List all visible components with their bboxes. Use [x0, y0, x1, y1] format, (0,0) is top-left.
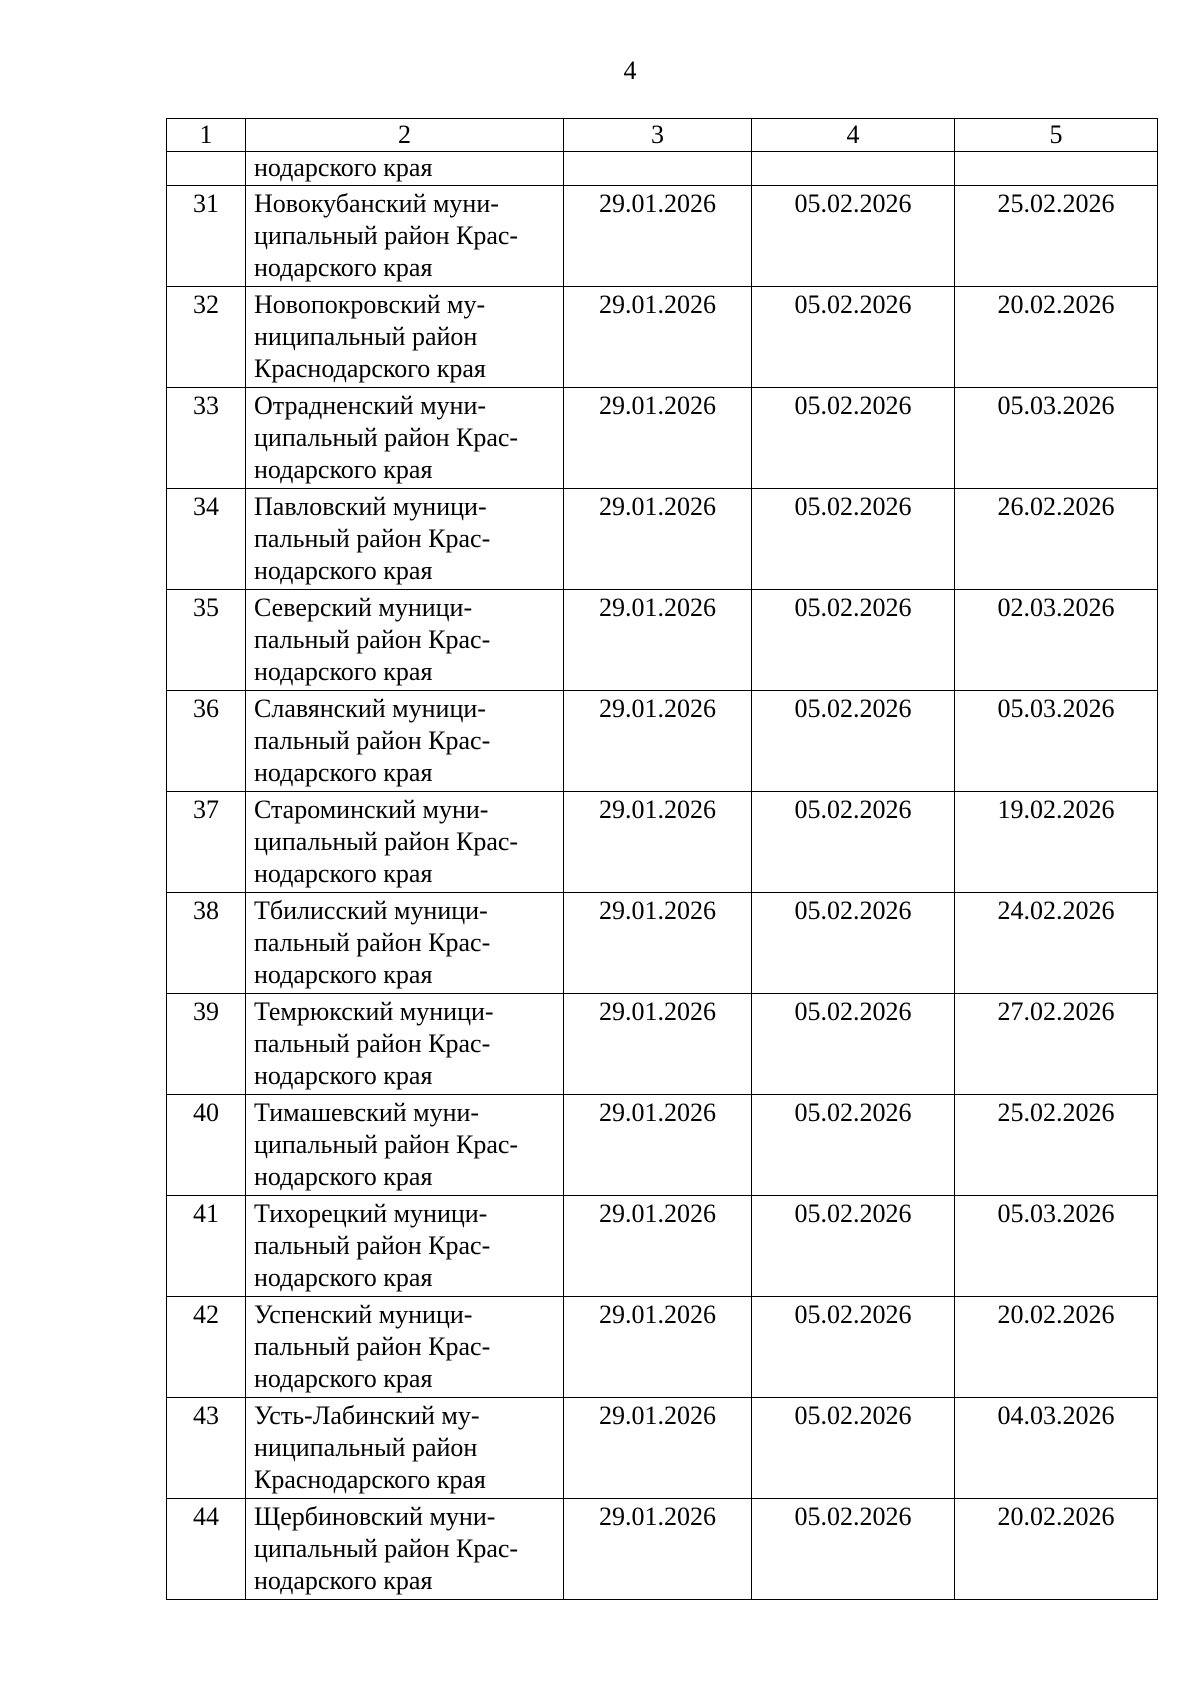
date-cell-d5: 19.02.2026 — [955, 792, 1158, 893]
district-name-cell — [246, 792, 564, 893]
district-name-line: нодарского края — [254, 1566, 433, 1595]
district-name-line: нодарского края — [254, 253, 433, 282]
date-cell-d3: 29.01.2026 — [564, 1398, 752, 1499]
date-cell-d4: 05.02.2026 — [752, 1095, 955, 1196]
date-cell-d3: 29.01.2026 — [564, 1196, 752, 1297]
date-cell-d4: 05.02.2026 — [752, 1297, 955, 1398]
row-number-cell: 41 — [167, 1196, 246, 1297]
district-name-line: Славянский муници- — [254, 694, 486, 723]
district-name-line: нодарского края — [254, 1263, 433, 1292]
row-number-cell: 39 — [167, 994, 246, 1095]
district-name-line: Успенский муници- — [254, 1300, 473, 1329]
column-header-2: 2 — [246, 119, 564, 152]
column-header-3: 3 — [564, 119, 752, 152]
date-cell-d5: 25.02.2026 — [955, 1095, 1158, 1196]
district-name-line: нодарского края — [254, 455, 433, 484]
table-row — [167, 388, 1158, 489]
date-cell-d3: 29.01.2026 — [564, 590, 752, 691]
district-name-line: ципальный район Крас- — [254, 423, 519, 452]
district-name-line: Северский муници- — [254, 593, 473, 622]
district-name-line: пальный район Крас- — [254, 524, 491, 553]
district-name-line: Тимашевский муни- — [254, 1098, 480, 1127]
district-name-line: пальный район Крас- — [254, 1332, 491, 1361]
date-cell-d4: 05.02.2026 — [752, 792, 955, 893]
district-name-line: нодарского края — [254, 657, 433, 686]
district-name-line: нодарского края — [254, 1364, 433, 1393]
table-header-row — [167, 119, 1158, 152]
date-cell-d3: 29.01.2026 — [564, 893, 752, 994]
continuation-row — [167, 152, 1158, 186]
district-name-line: нодарского края — [254, 859, 433, 888]
table-row — [167, 1499, 1158, 1600]
district-name-line: пальный район Крас- — [254, 928, 491, 957]
date-cell-d3: 29.01.2026 — [564, 792, 752, 893]
column-header-4: 4 — [752, 119, 955, 152]
district-name-cell — [246, 1499, 564, 1600]
table-row — [167, 893, 1158, 994]
date-cell-d5: 26.02.2026 — [955, 489, 1158, 590]
district-name-line: нодарского края — [254, 758, 433, 787]
column-header-1: 1 — [167, 119, 246, 152]
column-header-5: 5 — [955, 119, 1158, 152]
continuation-cell-3 — [564, 152, 752, 186]
row-number-cell: 42 — [167, 1297, 246, 1398]
district-name-line: Отрадненский муни- — [254, 391, 487, 420]
date-cell-d4: 05.02.2026 — [752, 287, 955, 388]
district-name-line: нодарского края — [254, 1162, 433, 1191]
date-cell-d3: 29.01.2026 — [564, 1297, 752, 1398]
row-number-cell: 38 — [167, 893, 246, 994]
district-name-line: нодарского края — [254, 1061, 433, 1090]
district-name-cell — [246, 388, 564, 489]
date-cell-d4: 05.02.2026 — [752, 1499, 955, 1600]
row-number-cell: 36 — [167, 691, 246, 792]
district-name-line: Щербиновский муни- — [254, 1502, 496, 1531]
date-cell-d5: 04.03.2026 — [955, 1398, 1158, 1499]
table-row — [167, 1095, 1158, 1196]
continuation-cell-2: нодарского края — [246, 152, 564, 186]
district-name-line: ципальный район Крас- — [254, 221, 519, 250]
table-row — [167, 691, 1158, 792]
district-name-line: Новопокровский му- — [254, 290, 486, 319]
district-name-cell — [246, 1196, 564, 1297]
district-name-cell — [246, 893, 564, 994]
date-cell-d4: 05.02.2026 — [752, 489, 955, 590]
district-name-cell — [246, 287, 564, 388]
district-name-line: пальный район Крас- — [254, 1029, 491, 1058]
row-number-cell: 43 — [167, 1398, 246, 1499]
district-name-cell — [246, 186, 564, 287]
district-name-cell — [246, 590, 564, 691]
schedule-table — [166, 118, 1158, 1600]
date-cell-d3: 29.01.2026 — [564, 1499, 752, 1600]
district-name-line: ципальный район Крас- — [254, 1130, 519, 1159]
date-cell-d4: 05.02.2026 — [752, 691, 955, 792]
date-cell-d5: 25.02.2026 — [955, 186, 1158, 287]
district-name-line: ципальный район Крас- — [254, 1534, 519, 1563]
table-row — [167, 994, 1158, 1095]
district-name-line: Павловский муници- — [254, 492, 487, 521]
district-name-cell — [246, 489, 564, 590]
date-cell-d5: 02.03.2026 — [955, 590, 1158, 691]
page-number: 4 — [623, 56, 637, 85]
date-cell-d5: 05.03.2026 — [955, 691, 1158, 792]
district-name-line: Краснодарского края — [254, 354, 486, 383]
row-number-cell: 32 — [167, 287, 246, 388]
date-cell-d5: 20.02.2026 — [955, 1499, 1158, 1600]
row-number-cell: 33 — [167, 388, 246, 489]
table-row — [167, 1398, 1158, 1499]
district-name-line: ципальный район Крас- — [254, 827, 519, 856]
row-number-cell: 31 — [167, 186, 246, 287]
district-name-cell — [246, 1095, 564, 1196]
date-cell-d4: 05.02.2026 — [752, 388, 955, 489]
date-cell-d4: 05.02.2026 — [752, 1196, 955, 1297]
district-name-line: Новокубанский муни- — [254, 189, 499, 218]
date-cell-d3: 29.01.2026 — [564, 287, 752, 388]
district-name-line: Тихорецкий муници- — [254, 1199, 488, 1228]
date-cell-d5: 20.02.2026 — [955, 287, 1158, 388]
date-cell-d3: 29.01.2026 — [564, 994, 752, 1095]
district-name-cell — [246, 1398, 564, 1499]
district-name-cell — [246, 691, 564, 792]
district-name-line: пальный район Крас- — [254, 1231, 491, 1260]
continuation-cell-5 — [955, 152, 1158, 186]
district-name-line: нодарского края — [254, 556, 433, 585]
row-number-cell: 44 — [167, 1499, 246, 1600]
date-cell-d3: 29.01.2026 — [564, 691, 752, 792]
date-cell-d3: 29.01.2026 — [564, 1095, 752, 1196]
continuation-cell-4 — [752, 152, 955, 186]
table-row — [167, 1297, 1158, 1398]
row-number-cell: 40 — [167, 1095, 246, 1196]
date-cell-d4: 05.02.2026 — [752, 893, 955, 994]
district-name-line: ниципальный район — [254, 322, 478, 351]
table-row — [167, 590, 1158, 691]
district-name-line: Староминский муни- — [254, 795, 489, 824]
table-row — [167, 489, 1158, 590]
district-name-line: Краснодарского края — [254, 1465, 486, 1494]
date-cell-d3: 29.01.2026 — [564, 186, 752, 287]
district-name-line: пальный район Крас- — [254, 726, 491, 755]
district-name-line: Усть-Лабинский му- — [254, 1401, 480, 1430]
district-name-line: Тбилисский муници- — [254, 896, 488, 925]
table-row — [167, 792, 1158, 893]
date-cell-d4: 05.02.2026 — [752, 590, 955, 691]
date-cell-d5: 27.02.2026 — [955, 994, 1158, 1095]
date-cell-d5: 24.02.2026 — [955, 893, 1158, 994]
table-row — [167, 186, 1158, 287]
date-cell-d5: 05.03.2026 — [955, 1196, 1158, 1297]
date-cell-d4: 05.02.2026 — [752, 994, 955, 1095]
continuation-cell-1 — [167, 152, 246, 186]
table-row — [167, 287, 1158, 388]
date-cell-d5: 05.03.2026 — [955, 388, 1158, 489]
table-row — [167, 1196, 1158, 1297]
date-cell-d5: 20.02.2026 — [955, 1297, 1158, 1398]
row-number-cell: 35 — [167, 590, 246, 691]
row-number-cell: 37 — [167, 792, 246, 893]
date-cell-d4: 05.02.2026 — [752, 1398, 955, 1499]
district-name-line: Темрюкский муници- — [254, 997, 494, 1026]
date-cell-d3: 29.01.2026 — [564, 388, 752, 489]
district-name-line: пальный район Крас- — [254, 625, 491, 654]
district-name-line: нодарского края — [254, 960, 433, 989]
date-cell-d4: 05.02.2026 — [752, 186, 955, 287]
date-cell-d3: 29.01.2026 — [564, 489, 752, 590]
row-number-cell: 34 — [167, 489, 246, 590]
district-name-line: ниципальный район — [254, 1433, 478, 1462]
district-name-cell — [246, 994, 564, 1095]
district-name-cell — [246, 1297, 564, 1398]
